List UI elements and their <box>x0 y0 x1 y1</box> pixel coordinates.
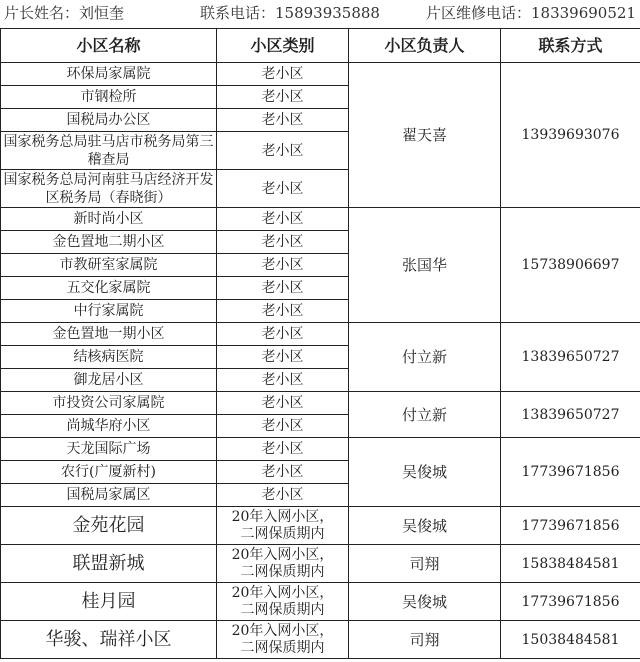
community-name: 联盟新城 <box>1 545 217 583</box>
table-row <box>1 583 640 621</box>
community-name: 御龙居小区 <box>1 369 217 392</box>
responsible-person: 翟天喜 <box>349 63 501 208</box>
table-body <box>1 63 640 659</box>
community-type: 老小区 <box>217 415 349 438</box>
community-type: 老小区 <box>217 132 349 170</box>
community-type: 老小区 <box>217 231 349 254</box>
community-name: 金色置地二期小区 <box>1 231 217 254</box>
community-name: 结核病医院 <box>1 346 217 369</box>
community-type: 20年入网小区，二网保质期内 <box>217 545 349 583</box>
community-name: 市钢检所 <box>1 86 217 109</box>
leader-name: 片长姓名：刘恒奎 <box>4 4 125 22</box>
column-header-type: 小区类别 <box>217 29 349 63</box>
contact-phone: 13939693076 <box>501 63 640 208</box>
column-header-contact: 联系方式 <box>501 29 640 63</box>
leader-phone: 联系电话：15893935888 <box>200 4 380 22</box>
table-header-row <box>1 29 640 63</box>
table-row <box>1 545 640 583</box>
responsible-person: 吴俊城 <box>349 507 501 545</box>
community-name: 新时尚小区 <box>1 208 217 231</box>
community-name: 国税局家属区 <box>1 484 217 507</box>
community-type: 老小区 <box>217 63 349 86</box>
contact-phone: 15038484581 <box>501 621 640 659</box>
responsible-person: 司翔 <box>349 621 501 659</box>
community-type: 20年入网小区，二网保质期内 <box>217 621 349 659</box>
table-row <box>1 438 640 461</box>
community-type: 老小区 <box>217 369 349 392</box>
community-name: 桂月园 <box>1 583 217 621</box>
column-header-person: 小区负责人 <box>349 29 501 63</box>
community-name: 金苑花园 <box>1 507 217 545</box>
responsible-person: 司翔 <box>349 545 501 583</box>
community-name: 尚城华府小区 <box>1 415 217 438</box>
table-row <box>1 392 640 415</box>
table-row <box>1 208 640 231</box>
responsible-person: 吴俊城 <box>349 438 501 507</box>
community-type: 老小区 <box>217 484 349 507</box>
community-type: 老小区 <box>217 86 349 109</box>
community-name: 农行(广厦新村) <box>1 461 217 484</box>
community-name: 国家税务总局驻马店市税务局第三稽查局 <box>1 132 217 170</box>
community-type: 老小区 <box>217 392 349 415</box>
table-row <box>1 507 640 545</box>
community-type: 老小区 <box>217 170 349 208</box>
community-type: 老小区 <box>217 346 349 369</box>
community-name: 金色置地一期小区 <box>1 323 217 346</box>
contact-phone: 13839650727 <box>501 392 640 438</box>
community-name: 国家税务总局河南驻马店经济开发区税务局（春晓街） <box>1 170 217 208</box>
responsible-person: 付立新 <box>349 392 501 438</box>
community-name: 环保局家属院 <box>1 63 217 86</box>
repair-phone: 片区维修电话：18339690521 <box>426 4 636 22</box>
community-type: 老小区 <box>217 438 349 461</box>
table-row <box>1 323 640 346</box>
community-type: 老小区 <box>217 254 349 277</box>
table-row <box>1 63 640 86</box>
contact-phone: 17739671856 <box>501 583 640 621</box>
community-type: 老小区 <box>217 461 349 484</box>
community-name: 市投资公司家属院 <box>1 392 217 415</box>
contact-header <box>0 0 640 28</box>
community-table <box>0 28 640 659</box>
contact-phone: 15838484581 <box>501 545 640 583</box>
community-type: 老小区 <box>217 277 349 300</box>
community-name: 华骏、瑞祥小区 <box>1 621 217 659</box>
contact-phone: 17739671856 <box>501 438 640 507</box>
community-name: 天龙国际广场 <box>1 438 217 461</box>
contact-phone: 15738906697 <box>501 208 640 323</box>
community-type: 20年入网小区，二网保质期内 <box>217 507 349 545</box>
contact-phone: 13839650727 <box>501 323 640 392</box>
responsible-person: 吴俊城 <box>349 583 501 621</box>
community-type: 老小区 <box>217 208 349 231</box>
community-name: 五交化家属院 <box>1 277 217 300</box>
community-type: 老小区 <box>217 109 349 132</box>
community-name: 中行家属院 <box>1 300 217 323</box>
contact-phone: 17739671856 <box>501 507 640 545</box>
responsible-person: 付立新 <box>349 323 501 392</box>
community-type: 老小区 <box>217 300 349 323</box>
community-type: 20年入网小区，二网保质期内 <box>217 583 349 621</box>
responsible-person: 张国华 <box>349 208 501 323</box>
community-type: 老小区 <box>217 323 349 346</box>
column-header-name: 小区名称 <box>1 29 217 63</box>
table-row <box>1 621 640 659</box>
community-name: 国税局办公区 <box>1 109 217 132</box>
community-name: 市教研室家属院 <box>1 254 217 277</box>
